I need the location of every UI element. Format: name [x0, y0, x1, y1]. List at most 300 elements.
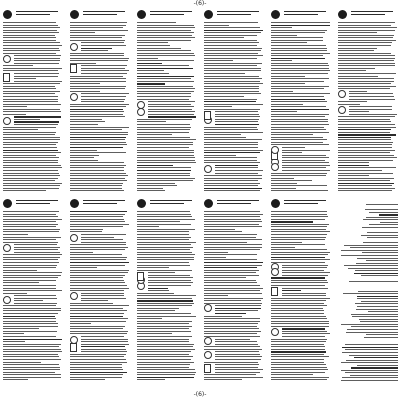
- warning-symbol-icon: [271, 163, 279, 171]
- text-line: [342, 377, 398, 378]
- text-line: [70, 226, 123, 227]
- text-line: [282, 336, 325, 337]
- text-line: [137, 239, 189, 240]
- text-line: [204, 290, 260, 291]
- text-line: [70, 32, 95, 33]
- panel-header-line: [150, 14, 184, 15]
- text-line: [137, 178, 195, 179]
- text-line: [204, 127, 257, 128]
- text-line: [3, 372, 55, 373]
- text-line: [70, 155, 99, 156]
- text-line: [271, 173, 327, 174]
- text-line: [137, 134, 172, 135]
- text-line: [70, 55, 124, 56]
- text-line: [3, 257, 60, 258]
- text-line: [204, 22, 258, 23]
- text-line: [3, 349, 61, 350]
- text-line: [271, 37, 323, 38]
- text-line: [204, 211, 260, 212]
- text-line: [369, 224, 398, 225]
- bin-symbol-icon: [70, 64, 77, 73]
- text-line: [137, 295, 196, 296]
- text-line: [338, 73, 396, 74]
- text-line: [271, 132, 329, 133]
- text-line: [137, 22, 176, 23]
- text-line: [204, 183, 260, 184]
- text-line: [215, 356, 262, 357]
- text-line: [204, 277, 246, 278]
- text-line: [3, 137, 60, 138]
- text-line: [3, 364, 59, 365]
- text-line: [81, 50, 108, 51]
- section-heading-line: [137, 83, 165, 84]
- text-line: [70, 362, 127, 363]
- section-heading-line: [204, 30, 263, 31]
- section-heading-line: [3, 339, 62, 340]
- language-panel: [203, 9, 265, 195]
- text-line: [204, 275, 259, 276]
- text-line: [271, 308, 323, 309]
- text-line: [338, 162, 369, 163]
- section-heading-line: [215, 165, 258, 166]
- text-line: [349, 114, 397, 115]
- text-line: [204, 137, 246, 138]
- text-line: [70, 185, 122, 186]
- text-line: [271, 81, 324, 82]
- text-line: [3, 318, 56, 319]
- section-heading-line: [70, 262, 129, 263]
- text-line: [345, 344, 398, 345]
- text-line: [3, 50, 60, 51]
- text-line: [271, 372, 325, 373]
- text-line: [3, 86, 55, 87]
- section-heading-line: [204, 188, 262, 189]
- text-line: [3, 277, 58, 278]
- text-line: [137, 48, 181, 49]
- text-line: [204, 88, 259, 89]
- text-line: [204, 155, 236, 156]
- text-line: [271, 326, 329, 327]
- text-line: [81, 341, 128, 342]
- text-line: [70, 37, 122, 38]
- text-line: [204, 142, 258, 143]
- text-line: [137, 91, 194, 92]
- text-line: [137, 328, 189, 329]
- text-line: [70, 254, 122, 255]
- text-line: [204, 303, 262, 304]
- text-line: [70, 111, 124, 112]
- text-line: [70, 30, 128, 31]
- text-line: [271, 323, 329, 324]
- text-line: [137, 346, 193, 347]
- language-panel: [2, 198, 64, 384]
- text-line: [70, 119, 102, 120]
- text-line: [3, 167, 62, 168]
- text-line: [355, 303, 398, 304]
- text-line: [137, 157, 195, 158]
- text-line: [338, 188, 395, 189]
- text-line: [137, 252, 192, 253]
- text-line: [356, 309, 398, 310]
- text-line: [70, 160, 98, 161]
- text-line: [271, 178, 294, 179]
- warning-symbol-icon: [271, 146, 279, 154]
- section-heading-line: [215, 124, 259, 125]
- text-line: [3, 157, 59, 158]
- text-line: [351, 326, 398, 327]
- text-line: [137, 226, 159, 227]
- text-line: [204, 280, 256, 281]
- text-line: [338, 116, 395, 117]
- text-line: [204, 254, 257, 255]
- section-heading-line: [271, 351, 326, 352]
- text-line: [204, 150, 263, 151]
- text-line: [271, 356, 329, 357]
- text-line: [70, 303, 113, 304]
- text-line: [70, 35, 125, 36]
- text-line: [70, 170, 124, 171]
- text-line: [137, 137, 190, 138]
- panel-header-line: [217, 11, 259, 12]
- text-line: [137, 60, 194, 61]
- text-line: [366, 260, 398, 261]
- text-line: [137, 293, 174, 294]
- text-line: [271, 60, 292, 61]
- warning-symbol-icon: [3, 55, 11, 63]
- text-line: [70, 142, 126, 143]
- text-line: [271, 129, 326, 130]
- text-line: [148, 109, 192, 110]
- text-line: [3, 341, 25, 342]
- warning-symbol-icon: [204, 304, 212, 312]
- text-line: [137, 231, 189, 232]
- text-line: [204, 68, 261, 69]
- text-line: [204, 40, 257, 41]
- text-line: [14, 58, 60, 59]
- text-line: [3, 346, 59, 347]
- text-line: [70, 267, 97, 268]
- text-line: [70, 106, 126, 107]
- text-line: [81, 65, 127, 66]
- text-line: [271, 346, 325, 347]
- text-line: [81, 237, 114, 238]
- text-line: [137, 188, 163, 189]
- text-line: [360, 321, 398, 322]
- text-line: [137, 270, 192, 271]
- section-heading-line: [148, 116, 196, 117]
- text-line: [70, 369, 123, 370]
- section-heading-line: [70, 109, 123, 110]
- text-line: [70, 127, 129, 128]
- panel-header-line: [351, 11, 393, 12]
- text-line: [338, 155, 394, 156]
- text-line: [137, 190, 165, 191]
- panel-header-line: [83, 14, 117, 15]
- text-line: [137, 119, 192, 120]
- text-line: [70, 132, 128, 133]
- text-line: [3, 68, 62, 69]
- text-line: [271, 116, 325, 117]
- warning-symbol-icon: [204, 165, 212, 173]
- language-panel: [270, 9, 332, 195]
- text-line: [3, 25, 58, 26]
- text-line: [137, 27, 195, 28]
- text-line: [282, 267, 327, 268]
- section-heading-line: [14, 116, 61, 117]
- text-line: [70, 76, 123, 77]
- text-line: [148, 272, 175, 273]
- text-line: [204, 178, 262, 179]
- panel-header-line: [217, 14, 251, 15]
- text-line: [271, 144, 329, 145]
- section-heading-line: [137, 165, 173, 166]
- text-line: [271, 73, 328, 74]
- text-line: [204, 326, 257, 327]
- text-line: [215, 339, 250, 340]
- text-line: [204, 58, 257, 59]
- text-line: [70, 40, 125, 41]
- text-line: [3, 270, 37, 271]
- text-line: [137, 341, 189, 342]
- text-line: [215, 119, 259, 120]
- text-line: [271, 254, 328, 255]
- text-line: [367, 232, 399, 233]
- text-line: [137, 326, 192, 327]
- text-line: [14, 55, 61, 56]
- text-line: [137, 214, 191, 215]
- text-line: [3, 280, 56, 281]
- text-line: [81, 68, 125, 69]
- text-line: [204, 93, 261, 94]
- text-line: [204, 237, 256, 238]
- text-line: [204, 147, 258, 148]
- text-line: [148, 104, 191, 105]
- text-line: [3, 308, 61, 309]
- language-badge-icon: [137, 10, 146, 19]
- text-line: [204, 27, 260, 28]
- section-heading-line: [137, 68, 193, 69]
- text-line: [204, 221, 262, 222]
- text-line: [14, 81, 62, 82]
- text-line: [3, 351, 62, 352]
- text-line: [137, 364, 190, 365]
- section-heading-line: [354, 273, 398, 274]
- text-line: [204, 249, 260, 250]
- section-heading-line: [282, 328, 325, 329]
- text-line: [215, 354, 260, 355]
- text-line: [3, 27, 60, 28]
- text-line: [3, 45, 62, 46]
- text-line: [70, 81, 126, 82]
- text-line: [204, 190, 260, 191]
- text-line: [70, 78, 126, 79]
- text-line: [70, 173, 126, 174]
- text-line: [271, 137, 323, 138]
- text-line: [338, 127, 396, 128]
- text-line: [3, 152, 61, 153]
- text-line: [137, 336, 192, 337]
- text-line: [271, 305, 327, 306]
- text-line: [282, 295, 326, 296]
- text-line: [204, 86, 259, 87]
- text-line: [346, 332, 398, 333]
- text-line: [271, 111, 297, 112]
- text-line: [137, 124, 190, 125]
- text-line: [3, 367, 60, 368]
- text-line: [3, 211, 59, 212]
- text-line: [204, 76, 259, 77]
- text-line: [70, 114, 123, 115]
- text-line: [215, 170, 263, 171]
- text-line: [349, 93, 393, 94]
- panel-header-line: [16, 14, 50, 15]
- text-line: [81, 101, 124, 102]
- text-line: [70, 377, 122, 378]
- bin-symbol-icon: [70, 343, 77, 352]
- text-line: [338, 167, 396, 168]
- text-line: [3, 178, 58, 179]
- text-line: [70, 259, 126, 260]
- text-line: [349, 355, 398, 356]
- text-line: [204, 65, 257, 66]
- text-line: [271, 70, 330, 71]
- text-line: [204, 48, 262, 49]
- text-line: [3, 129, 38, 130]
- text-line: [204, 379, 242, 380]
- panel-header-line: [83, 203, 117, 204]
- text-line: [338, 45, 391, 46]
- text-line: [271, 316, 326, 317]
- panel-header-line: [284, 203, 318, 204]
- text-line: [70, 252, 93, 253]
- text-line: [3, 111, 61, 112]
- section-heading-line: [137, 377, 194, 378]
- text-line: [271, 42, 307, 43]
- text-line: [204, 298, 263, 299]
- text-line: [81, 344, 129, 345]
- text-line: [282, 162, 329, 163]
- text-line: [204, 362, 258, 363]
- text-line: [361, 235, 398, 236]
- text-line: [3, 328, 39, 329]
- text-line: [338, 86, 396, 87]
- text-line: [204, 78, 262, 79]
- text-line: [3, 144, 56, 145]
- text-line: [137, 58, 158, 59]
- text-line: [271, 362, 324, 363]
- text-line: [338, 60, 394, 61]
- text-line: [70, 270, 129, 271]
- panel-header-line: [16, 203, 50, 204]
- text-line: [204, 336, 260, 337]
- text-line: [70, 364, 122, 365]
- text-line: [338, 70, 366, 71]
- text-line: [137, 88, 195, 89]
- text-line: [3, 379, 28, 380]
- text-line: [70, 86, 126, 87]
- text-line: [3, 237, 61, 238]
- text-line: [204, 295, 228, 296]
- text-line: [70, 280, 124, 281]
- text-line: [137, 374, 195, 375]
- text-line: [365, 209, 399, 210]
- text-line: [204, 226, 262, 227]
- text-line: [204, 175, 262, 176]
- text-line: [70, 318, 128, 319]
- section-heading-line: [204, 152, 260, 153]
- section-heading-line: [271, 58, 325, 59]
- text-line: [271, 121, 328, 122]
- text-line: [14, 247, 60, 248]
- section-heading-line: [338, 165, 369, 166]
- language-badge-icon: [137, 199, 146, 208]
- text-line: [271, 211, 327, 212]
- text-line: [362, 227, 398, 228]
- text-line: [271, 369, 328, 370]
- text-line: [338, 104, 360, 105]
- text-line: [271, 285, 325, 286]
- text-line: [271, 139, 327, 140]
- text-line: [271, 188, 296, 189]
- text-line: [215, 305, 261, 306]
- text-line: [3, 183, 62, 184]
- text-line: [204, 139, 262, 140]
- text-line: [215, 372, 260, 373]
- text-line: [204, 374, 256, 375]
- text-line: [271, 344, 324, 345]
- text-line: [271, 83, 305, 84]
- text-line: [215, 116, 260, 117]
- text-line: [137, 267, 169, 268]
- text-line: [204, 257, 226, 258]
- language-panel: [337, 198, 399, 384]
- text-line: [338, 63, 395, 64]
- text-line: [204, 349, 262, 350]
- text-line: [204, 63, 262, 64]
- text-line: [282, 160, 325, 161]
- text-line: [3, 127, 56, 128]
- text-line: [3, 42, 60, 43]
- text-line: [215, 114, 259, 115]
- text-line: [271, 96, 324, 97]
- warning-symbol-icon: [137, 108, 145, 116]
- text-line: [70, 308, 123, 309]
- text-line: [70, 183, 123, 184]
- text-line: [137, 155, 194, 156]
- text-line: [361, 301, 399, 302]
- text-line: [3, 91, 60, 92]
- text-line: [137, 303, 194, 304]
- text-line: [14, 244, 57, 245]
- text-line: [350, 375, 399, 376]
- section-heading-line: [271, 25, 330, 26]
- text-line: [137, 242, 196, 243]
- text-line: [148, 106, 194, 107]
- section-heading-line: [204, 101, 256, 102]
- text-line: [204, 37, 244, 38]
- text-line: [350, 247, 398, 248]
- text-line: [81, 300, 108, 301]
- text-line: [204, 231, 242, 232]
- text-line: [137, 379, 165, 380]
- text-line: [3, 305, 56, 306]
- text-line: [3, 106, 27, 107]
- text-line: [137, 53, 194, 54]
- text-line: [338, 124, 395, 125]
- warning-symbol-icon: [338, 90, 346, 98]
- text-line: [137, 318, 162, 319]
- text-line: [271, 106, 326, 107]
